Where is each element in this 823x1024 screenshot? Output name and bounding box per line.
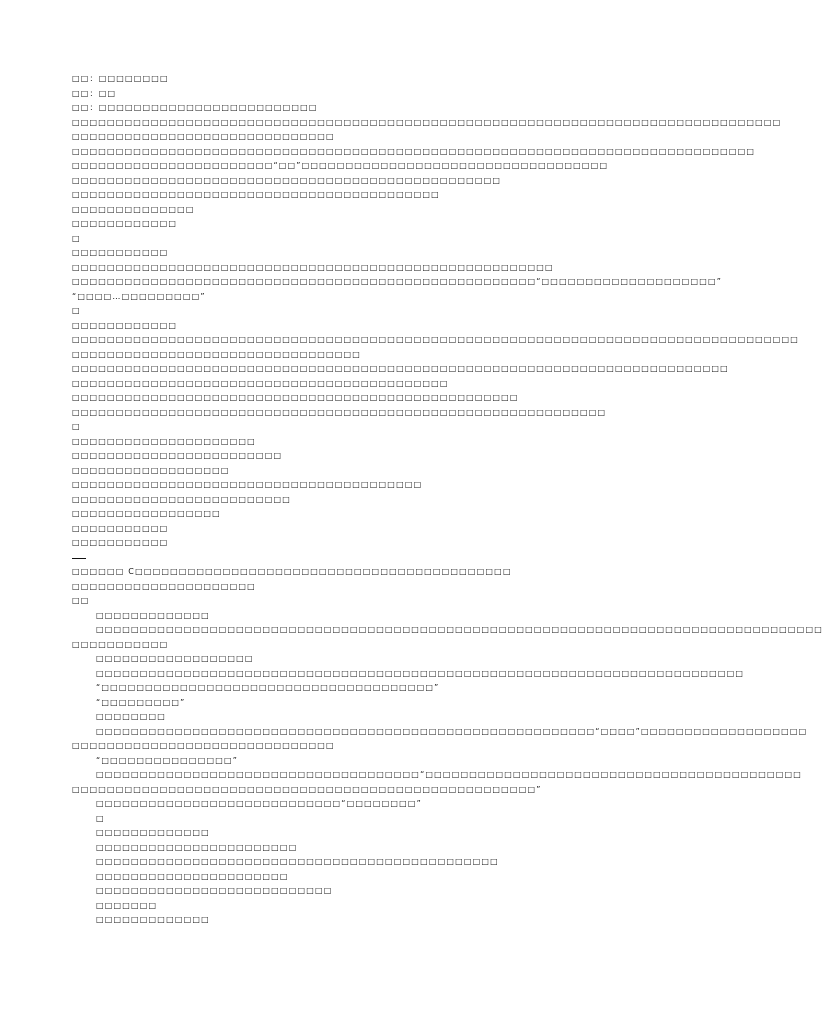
indented-quote-line: “□□□□□□□□□” (96, 697, 186, 707)
text-line: □□□□□□□□□□□□□□□□□□□□□□□□□□□□□□□□□□□□□□□□□□□ (72, 378, 449, 388)
text-line: □□□□□□□□□□□□□□□□□□□□□□□□□□□□□□□□□□□□□□□□ (72, 480, 423, 489)
text-line: □ (72, 233, 81, 243)
text-line: □ (72, 306, 81, 315)
wrapped-line: □□□□□□□□□□□□□□□□□□□□□□□□□□□□□□ (72, 741, 335, 750)
text-line: □□□□□□□□□□□□□□ (72, 204, 195, 214)
text-line: □□□□□□□□□□□□□□□□□□□□□□□□□□□□□□□□□ (72, 349, 362, 359)
text-line: □□□□□□□□□□□□□□□□□□□□□□□□□□□□□□□□□□□□□□□□□□□□□□□□□□□□□□□□□□□□□□□□□□□□□□□□□□□□□□□□□ (72, 117, 782, 127)
indented-quote-line: “□□□□□□□□□□□□□□□□□□□□□□□□□□□□□□□□□□□□□□” (96, 683, 440, 692)
text-line: □□□□□□□□□□□□□□□□□□□□□□□□□□□□□□□□□□□□□□□□□□□□□□□□□ (72, 175, 502, 185)
text-line: □□□□□□□□□□□□□□□□□□ (72, 465, 230, 475)
section-divider (72, 551, 86, 566)
indented-line: □□□□□□□□□□□□□□□□□□□□□□□□□□□□“□□□□□□□□” (96, 799, 422, 808)
indented-line: □□□□□□□□□□□□□□□□□□ (96, 654, 254, 663)
indented-line: □□□□□□□□□□□□□□□□□□□□□□□□□□□□□□□□□□□□□□□□□□□□□□□□□□□□□□□□□“□□□□”□□□□□□□□□□□□□□□□□□□ (96, 726, 808, 736)
text-line: □□□□□□□□□□□ (72, 248, 169, 257)
document-body (72, 72, 823, 928)
text-line: □□□□□□□□□□□□□□□□□□□□□□□□□ (72, 494, 291, 504)
indented-line: □□□□□□□□□□□□□□□□□□□□□□□□□□□□□□□□□□□□□□□□□□□□□□□□□□□□□□□□□□□□□□□□□□□□□□□□□□□□□□□□□□□ (96, 625, 823, 634)
text-line: □□□□□□□□□□□□□□□□□□□□□□□□□□□□□□□□□□□□□□□□□□□□□□□□□□□□□□□□□□□□□ (72, 407, 607, 417)
indented-line: □□□□□□□□□□□□□ (96, 915, 210, 924)
text-line: □□：□□ (72, 88, 117, 98)
text-line: □□□□□□□□□□□ (72, 523, 169, 533)
text-line: □□□□□□□□□□□□□□□□□□□□□□□□□□□□□□ (72, 132, 335, 141)
indented-line: □□□□□□□□□□□□□□□□□□□□□□□□□□□ (96, 886, 333, 895)
indented-line: □□□□□□□□□□□□□□□□□□□□□□□ (96, 842, 298, 852)
text-line: □□□□□□□□□□□□□□□□□ (72, 509, 221, 518)
text-line: □□ (72, 596, 90, 605)
text-line: □□：□□□□□□□□ (72, 74, 169, 83)
text-line: □□□□□□□□□□□□□□□□□□□□□□□□□□□□□□□□□□□□□□□□□□□□□□□□□□□□□□□ (72, 262, 554, 272)
text-line: □□□□□□□□□□□□□□□□□□□□□ (72, 436, 256, 446)
text-line: □□□□□□□□□□□□□□□□□□□□□□□□□□□□□□□□□□□□□□□□□□□□□□□□□□□□□□□□□□□□□□□□□□□□□□□□□□□ (72, 364, 729, 373)
text-line: □□□□□□□□□□□□□□□□□□□□□□□□ (72, 451, 283, 460)
indented-line: □□□□□□□□□□□□□□□□□□□□□□□□□□□□□□□□□□□□□□□□□□□□□□ (96, 857, 499, 866)
text-line: □□□□□□□□□□□□ (72, 320, 178, 330)
indented-line: □□□□□□□□□□□□□ (96, 828, 210, 837)
text-line: □□□□□□□□□□□□□□□□□□□□□□□□□□□□□□□□□□□□□□□□□□□□□□□□□□□□□“□□□□□□□□□□□□□□□□□□□□” (72, 277, 723, 286)
document-lower-block (72, 565, 702, 609)
indented-line: □□□□□□□□□□□□□□□□□□□□□□□□□□□□□□□□□□□□□“□□□□□□□□□□□□□□□□□□□□□□□□□□□□□□□□□□□□□□□□□□□ (96, 770, 803, 779)
wrapped-line: □□□□□□□□□□□ (72, 639, 169, 649)
text-line: □□□□□□□□□□□□□□□□□□□□□□□□□□□□□□□□□□□□□□□□□□ (72, 190, 440, 199)
text-line: □□□□□□□□□□□□□□□□□□□□□□□□□□□□□□□□□□□□□□□□□□□□□□□□□□□□□□□□□□□□□□□□□□□□□□□□□□□□□□□□□□□ (72, 335, 799, 344)
indented-line: □□□□□□□□□□□□□□□□□□□□□□ (96, 871, 289, 881)
indented-line: □□□□□□□□□□□□□ (96, 610, 210, 620)
indented-line: □□□□□□□□□□□□□□□□□□□□□□□□□□□□□□□□□□□□□□□□□□□□□□□□□□□□□□□□□□□□□□□□□□□□□□□□□□ (96, 668, 745, 678)
text-line: □□□□□□□□□□□□□□□□□□□□□□□□□□□□□□□□□□□□□□□□□□□□□□□□□□□ (72, 393, 519, 402)
text-line: “□□□□…□□□□□□□□□” (72, 291, 206, 301)
wrapped-line: □□□□□□□□□□□□□□□□□□□□□□□□□□□□□□□□□□□□□□□□□□□□□□□□□□□□□” (72, 784, 542, 794)
indented-quote-line: “□□□□□□□□□□□□□□□” (96, 755, 239, 765)
text-line: □□□□□□ C□□□□□□□□□□□□□□□□□□□□□□□□□□□□□□□□□□□□□□□□□□□ (72, 567, 512, 576)
document-upper-block (72, 72, 799, 551)
text-line: □□□□□□□□□□□□ (72, 219, 178, 228)
text-line: □□□□□□□□□□□□□□□□□□□□□□□“□□”□□□□□□□□□□□□□□□□□□□□□□□□□□□□□□□□□□□ (72, 161, 609, 170)
text-line: □ (72, 422, 81, 431)
indented-line: □ (96, 813, 105, 823)
indented-line: □□□□□□□ (96, 900, 158, 910)
text-line: □□□□□□□□□□□ (72, 538, 169, 547)
text-line: □□□□□□□□□□□□□□□□□□□□□ (72, 581, 256, 591)
indented-line: □□□□□□□□ (96, 712, 167, 721)
text-line: □□□□□□□□□□□□□□□□□□□□□□□□□□□□□□□□□□□□□□□□□□□□□□□□□□□□□□□□□□□□□□□□□□□□□□□□□□□□□□ (72, 146, 756, 156)
text-line: □□：□□□□□□□□□□□□□□□□□□□□□□□□□ (72, 103, 318, 112)
